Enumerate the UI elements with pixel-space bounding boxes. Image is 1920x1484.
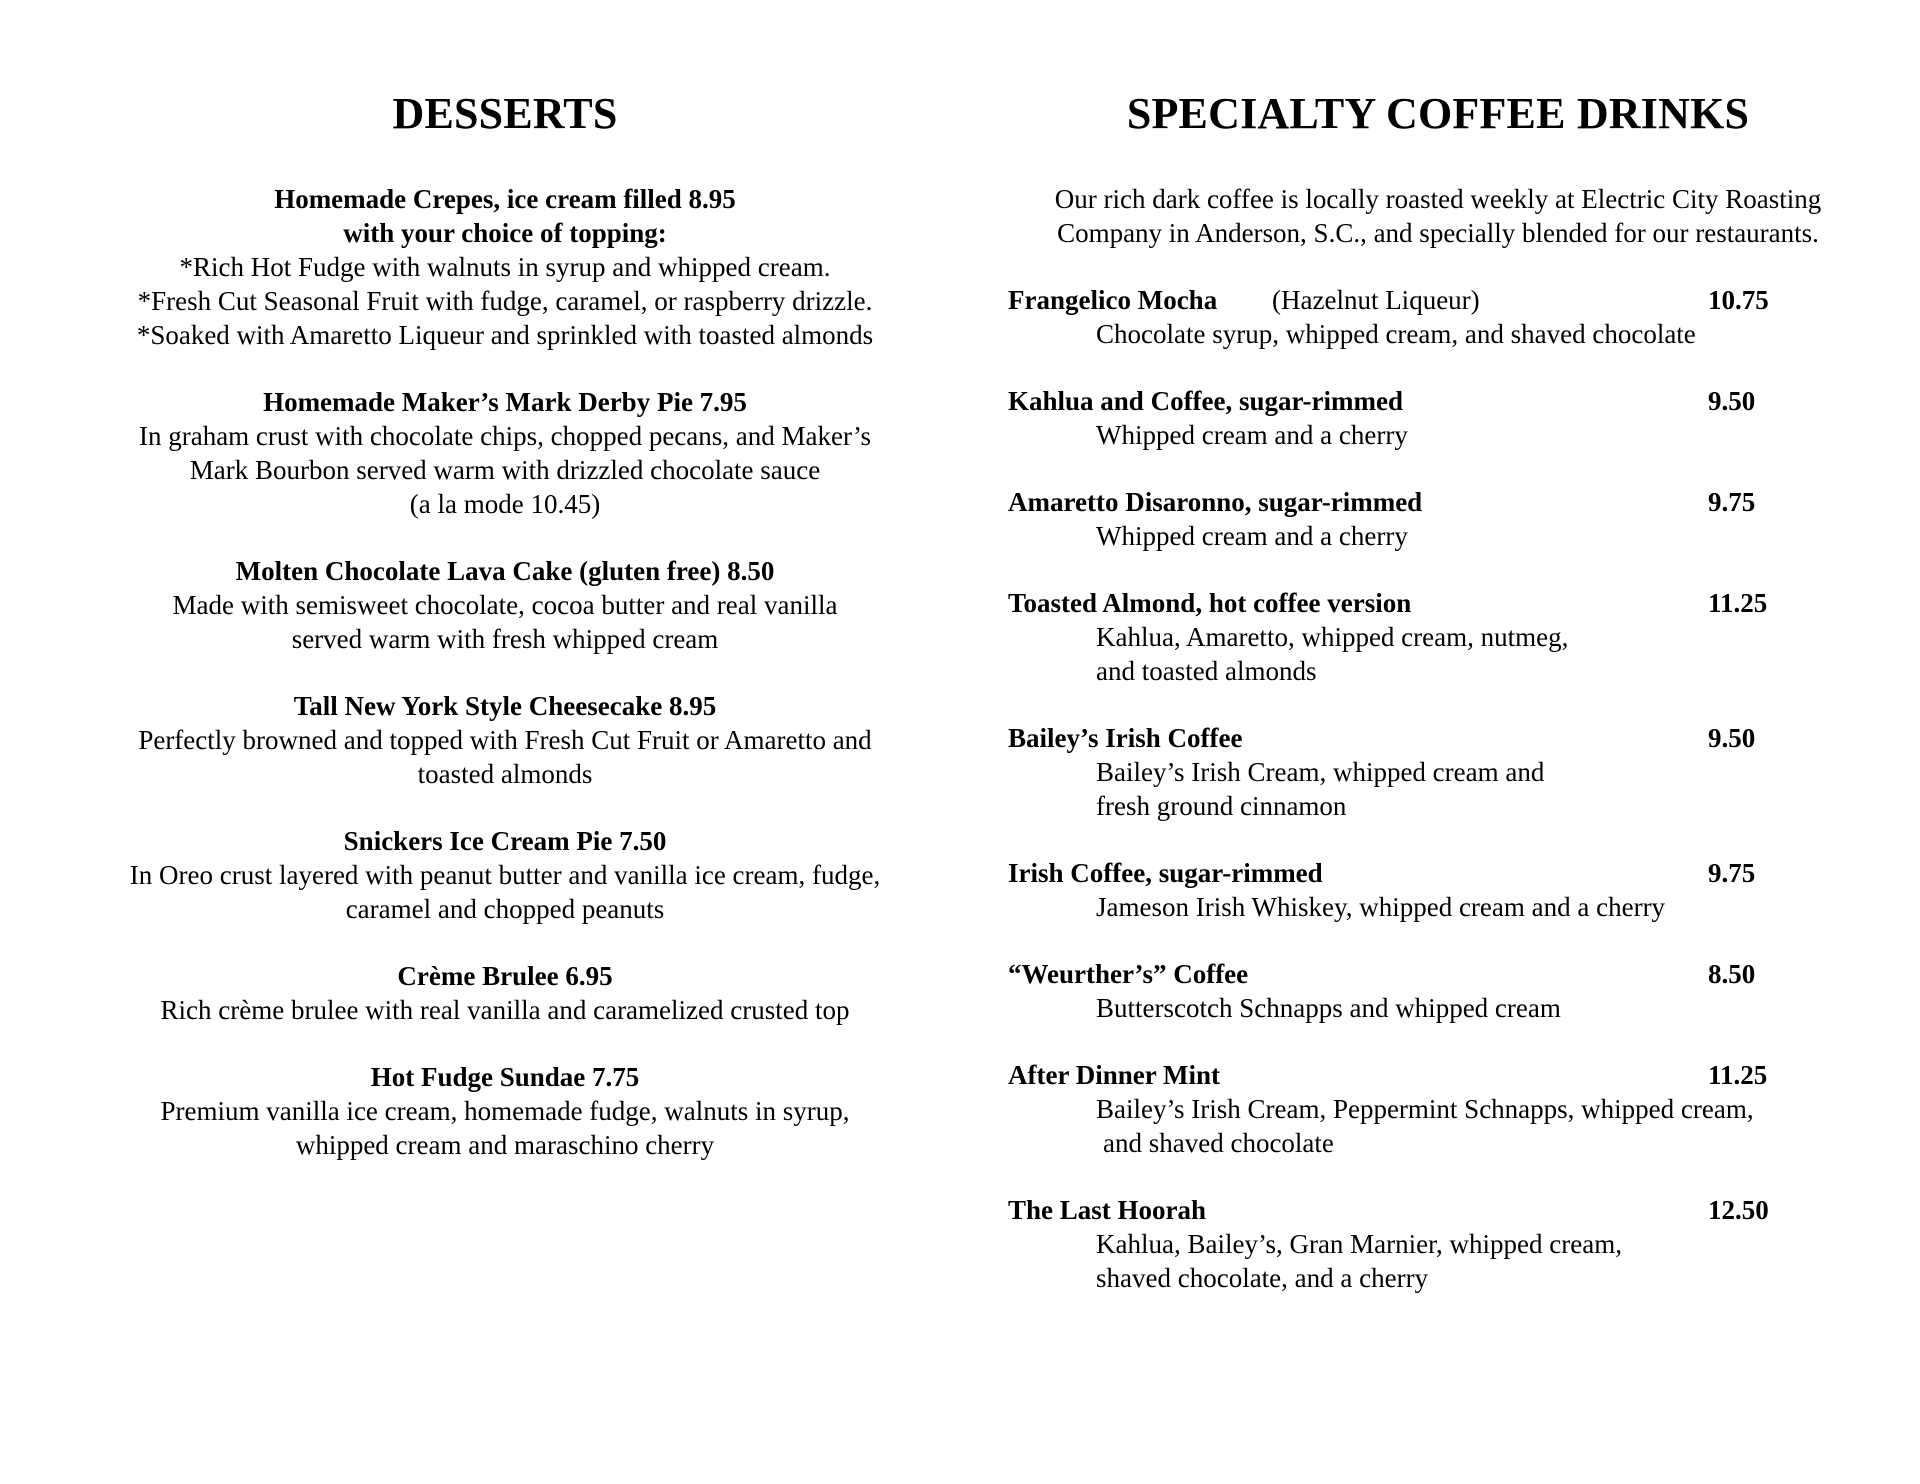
- drink-description: Kahlua, Amaretto, whipped cream, nutmeg,: [1096, 622, 1569, 652]
- dessert-description: caramel and chopped peanuts: [345, 894, 665, 924]
- drink-name: Frangelico Mocha: [1008, 285, 1218, 315]
- dessert-item-snickers-pie: [90, 824, 920, 926]
- drink-item-frangelico-mocha: [1008, 283, 1888, 351]
- drink-item-irish-coffee: [1008, 856, 1888, 924]
- drink-price: 10.75: [1708, 285, 1769, 315]
- drink-item-baileys-irish-coffee: [1008, 721, 1888, 823]
- dessert-description: *Soaked with Amaretto Liqueur and sprinkled with toasted almonds: [136, 320, 874, 350]
- drink-item-toasted-almond: [1008, 586, 1888, 688]
- drink-name: “Weurther’s” Coffee: [1008, 959, 1249, 989]
- drink-name: Irish Coffee, sugar-rimmed: [1008, 858, 1323, 888]
- drink-item-after-dinner-mint: [1008, 1058, 1888, 1160]
- drink-name: Kahlua and Coffee, sugar-rimmed: [1008, 386, 1403, 416]
- drink-name: The Last Hoorah: [1008, 1195, 1207, 1225]
- dessert-description: Mark Bourbon served warm with drizzled chocolate sauce: [189, 455, 821, 485]
- drink-description: Whipped cream and a cherry: [1096, 521, 1408, 551]
- drink-description: fresh ground cinnamon: [1096, 791, 1347, 821]
- dessert-item-cheesecake: [90, 689, 920, 791]
- drink-item-amaretto-disaronno: [1008, 485, 1888, 553]
- dessert-name: Hot Fudge Sundae 7.75: [370, 1062, 640, 1092]
- drink-description: Kahlua, Bailey’s, Gran Marnier, whipped cream,: [1096, 1229, 1622, 1259]
- drink-description: Chocolate syrup, whipped cream, and shaved chocolate: [1096, 319, 1696, 349]
- drink-description: Bailey’s Irish Cream, Peppermint Schnapps, whipped cream,: [1096, 1094, 1754, 1124]
- dessert-name: Snickers Ice Cream Pie 7.50: [343, 826, 667, 856]
- desserts-column: [90, 86, 920, 1195]
- drink-price: 11.25: [1708, 588, 1768, 618]
- dessert-description: In Oreo crust layered with peanut butter and vanilla ice cream, fudge,: [129, 860, 881, 890]
- drink-price: 9.75: [1708, 858, 1756, 888]
- dessert-description: *Rich Hot Fudge with walnuts in syrup and whipped cream.: [179, 252, 831, 282]
- dessert-item-lava-cake: [90, 554, 920, 656]
- drink-name: Bailey’s Irish Coffee: [1008, 723, 1243, 753]
- drink-description: Butterscotch Schnapps and whipped cream: [1096, 993, 1561, 1023]
- drink-price: 9.50: [1708, 386, 1756, 416]
- drink-name: Amaretto Disaronno, sugar-rimmed: [1008, 487, 1423, 517]
- dessert-name: Crème Brulee 6.95: [397, 961, 613, 991]
- dessert-name: Homemade Maker’s Mark Derby Pie 7.95: [263, 387, 747, 417]
- coffee-title: SPECIALTY COFFEE DRINKS: [1126, 89, 1750, 138]
- coffee-intro-line: Our rich dark coffee is locally roasted weekly at Electric City Roasting: [1054, 184, 1822, 214]
- dessert-description: Perfectly browned and topped with Fresh Cut Fruit or Amaretto and: [138, 725, 872, 755]
- dessert-item-sundae: [90, 1060, 920, 1162]
- dessert-description: In graham crust with chocolate chips, chopped pecans, and Maker’s: [138, 421, 871, 451]
- desserts-title: DESSERTS: [392, 89, 618, 138]
- dessert-description: Premium vanilla ice cream, homemade fudge, walnuts in syrup,: [160, 1096, 850, 1126]
- dessert-description: toasted almonds: [417, 759, 593, 789]
- dessert-description: Made with semisweet chocolate, cocoa butter and real vanilla: [172, 590, 838, 620]
- dessert-item-derby-pie: [90, 385, 920, 521]
- coffee-intro: [1008, 182, 1868, 250]
- drink-price: 11.25: [1708, 1060, 1768, 1090]
- drink-description: Bailey’s Irish Cream, whipped cream and: [1096, 757, 1545, 787]
- dessert-name: Homemade Crepes, ice cream filled 8.95: [274, 184, 736, 214]
- dessert-description: *Fresh Cut Seasonal Fruit with fudge, caramel, or raspberry drizzle.: [137, 286, 873, 316]
- drink-item-last-hoorah: [1008, 1193, 1888, 1295]
- drink-description: and toasted almonds: [1096, 656, 1317, 686]
- dessert-item-crepes: [90, 182, 920, 352]
- drink-description: Jameson Irish Whiskey, whipped cream and a cherry: [1096, 892, 1666, 922]
- dessert-description: whipped cream and maraschino cherry: [295, 1130, 715, 1160]
- drink-name: After Dinner Mint: [1008, 1060, 1220, 1090]
- coffee-column: [1008, 86, 1888, 1328]
- drink-price: 8.50: [1708, 959, 1756, 989]
- dessert-description: (a la mode 10.45): [409, 489, 601, 519]
- dessert-name: with your choice of topping:: [343, 218, 667, 248]
- drink-item-kahlua-coffee: [1008, 384, 1888, 452]
- dessert-name: Tall New York Style Cheesecake 8.95: [293, 691, 717, 721]
- drink-description: shaved chocolate, and a cherry: [1096, 1263, 1429, 1293]
- drink-item-weurthers-coffee: [1008, 957, 1888, 1025]
- drink-name: Toasted Almond, hot coffee version: [1008, 588, 1412, 618]
- drink-description: and shaved chocolate: [1103, 1128, 1334, 1158]
- coffee-intro-line: Company in Anderson, S.C., and specially blended for our restaurants.: [1057, 218, 1819, 248]
- dessert-description: Rich crème brulee with real vanilla and caramelized crusted top: [160, 995, 850, 1025]
- drink-price: 12.50: [1708, 1195, 1769, 1225]
- drink-description: Whipped cream and a cherry: [1096, 420, 1408, 450]
- dessert-item-creme-brulee: [90, 959, 920, 1027]
- dessert-description: served warm with fresh whipped cream: [291, 624, 719, 654]
- drink-price: 9.50: [1708, 723, 1756, 753]
- drink-price: 9.75: [1708, 487, 1756, 517]
- dessert-name: Molten Chocolate Lava Cake (gluten free) 8.50: [235, 556, 775, 586]
- drink-note: (Hazelnut Liqueur): [1272, 285, 1480, 315]
